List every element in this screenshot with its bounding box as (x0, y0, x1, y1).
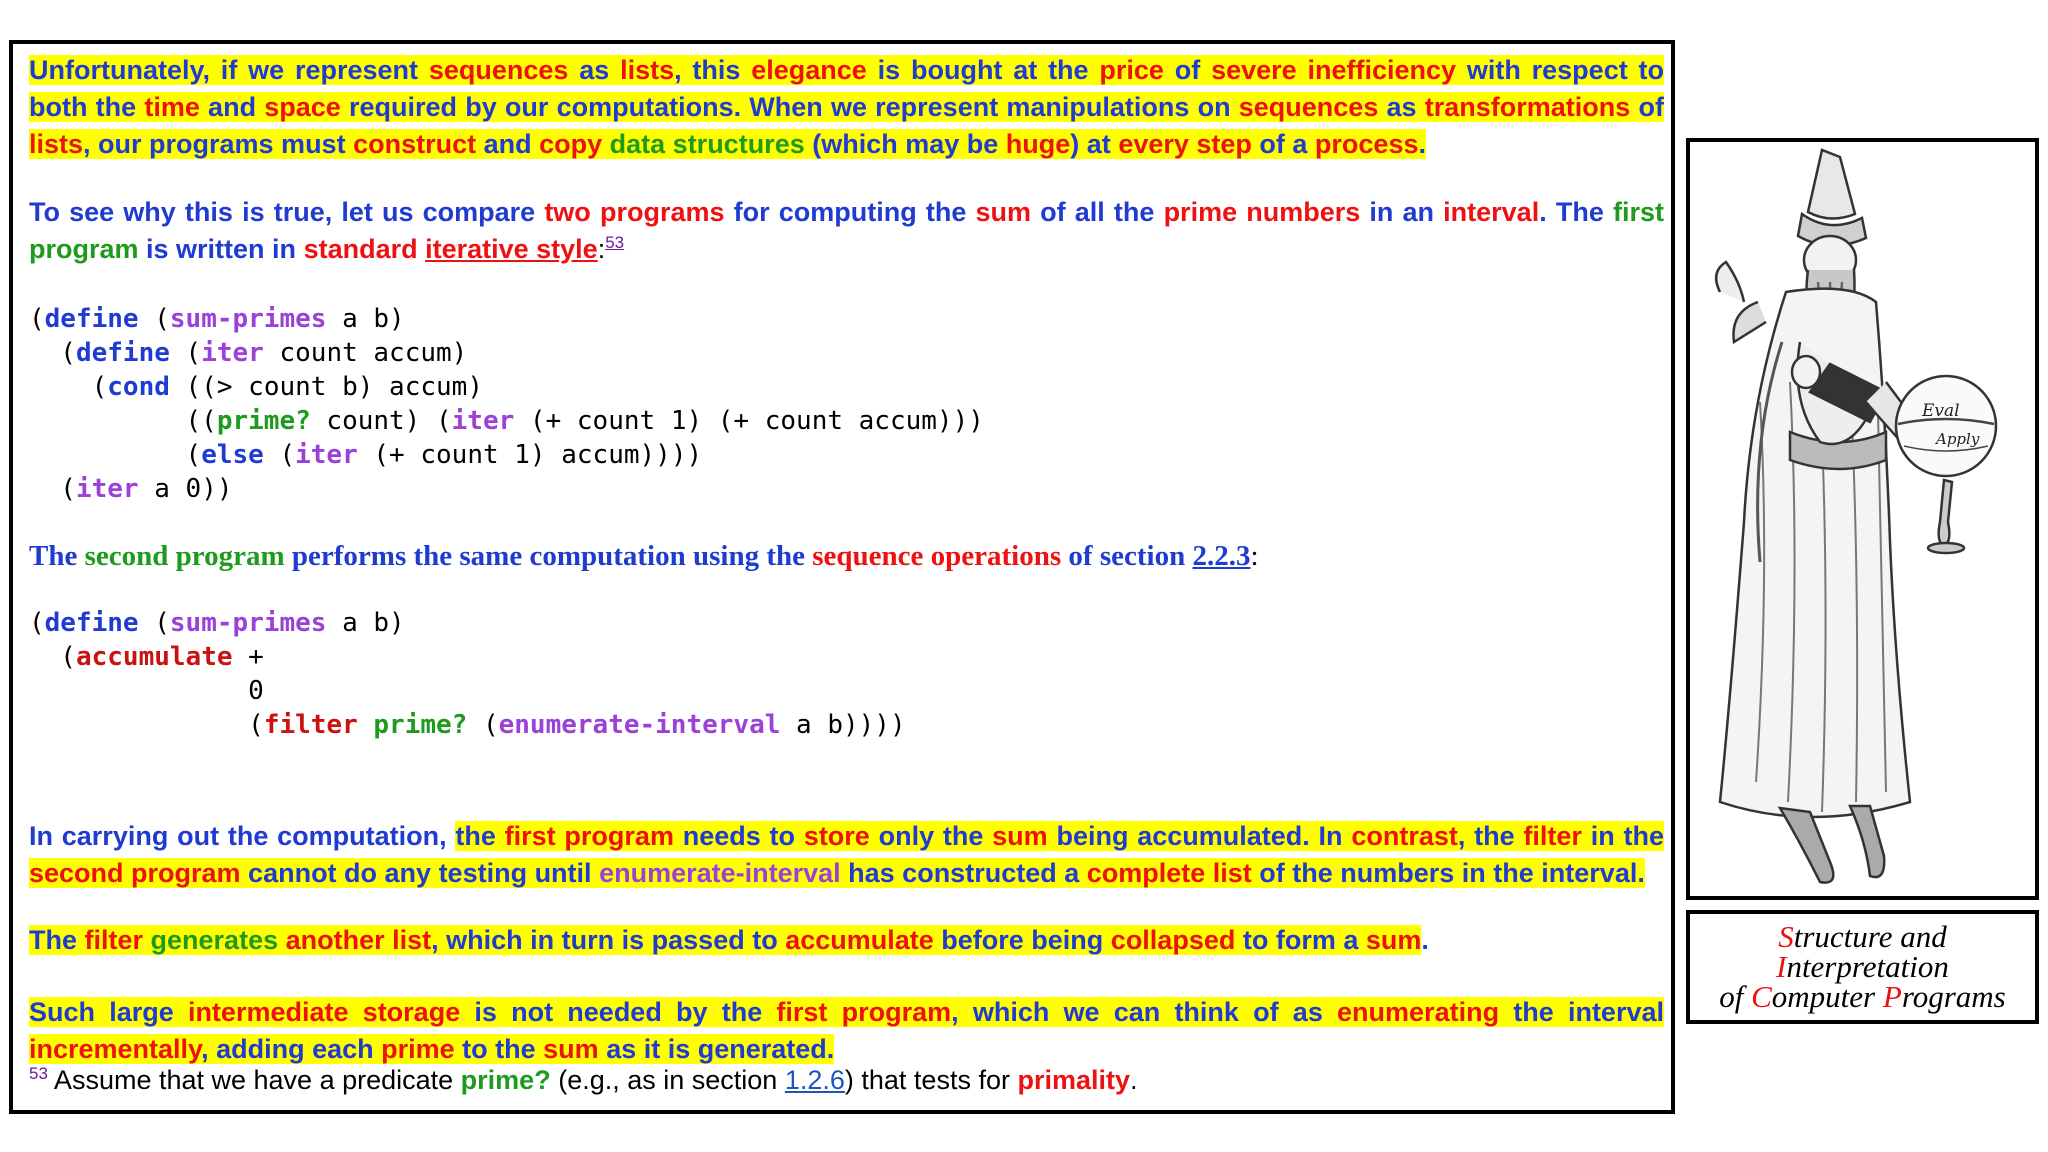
book-title-line-3: of Computer Programs (1719, 979, 2006, 1014)
paragraph-comparison-intro: To see why this is true, let us compare two programs for computing the sum of all the prime numbers in an interval. The first program is written in standard iterative style:$^{53}$ (29, 197, 1664, 264)
section-link-1-2-6[interactable]: 1.2.6 (784, 1065, 845, 1095)
code-sequence-sum-primes: (define (sum-primes a b) (accumulate + 0 (filter prime? (enumerate-interval a b)))) (29, 608, 906, 740)
globe-eval-label: Eval (1922, 401, 1960, 421)
section-link-2-2-3[interactable]: 2.2.3 (1192, 540, 1251, 572)
footnote-53: $^{53}$ Assume that we have a predicate prime? (e.g., as in section 1.2.6) that tests for primality. (29, 1064, 1138, 1095)
paragraph-intermediate-storage: Such large intermediate storage is not needed by the first program, which we can think of as enumerating the interval incrementally, adding each prime to the sum as it is generated. (29, 997, 1664, 1064)
wizard-illustration (1690, 142, 2035, 896)
book-title-line-2: Interpretation (1776, 949, 1949, 984)
footnote-link-53[interactable]: 53 (605, 233, 625, 252)
code-iterative-sum-primes: (define (sum-primes a b) (define (iter count accum) (cond ((> count b) accum) ((prime? count) (iter (+ count 1) (+ count accum))) (else (iter (+ count 1) accum)))) (iter a 0)) (29, 304, 984, 504)
slide-content-box (9, 40, 1675, 1114)
paragraph-storage-contrast: In carrying out the computation, the first program needs to store only the sum being accumulated. In contrast, the filter in the second program cannot do any testing until enumerate-interval has constructed a complete list of the numbers in the interval. (29, 821, 1664, 888)
globe-apply-label: Apply (1936, 430, 1980, 448)
book-title-box (1686, 910, 2039, 1024)
wizard-illustration-frame (1686, 138, 2039, 900)
book-title-line-1: Structure and (1778, 919, 1947, 954)
paragraph-inefficiency: Unfortunately, if we represent sequences as lists, this elegance is bought at the price of severe inefficiency with respect to both the time and space required by our computations. When we represent manipulations on sequences as transformations of lists, our programs must construct and copy data structures (which may be huge) at every step of a process. (29, 55, 1664, 159)
paragraph-filter-generates: The filter generates another list, which in turn is passed to accumulate before being collapsed to form a sum. (29, 925, 1429, 955)
paragraph-second-program: The second program performs the same computation using the sequence operations of section 2.2.3: (29, 540, 1259, 572)
